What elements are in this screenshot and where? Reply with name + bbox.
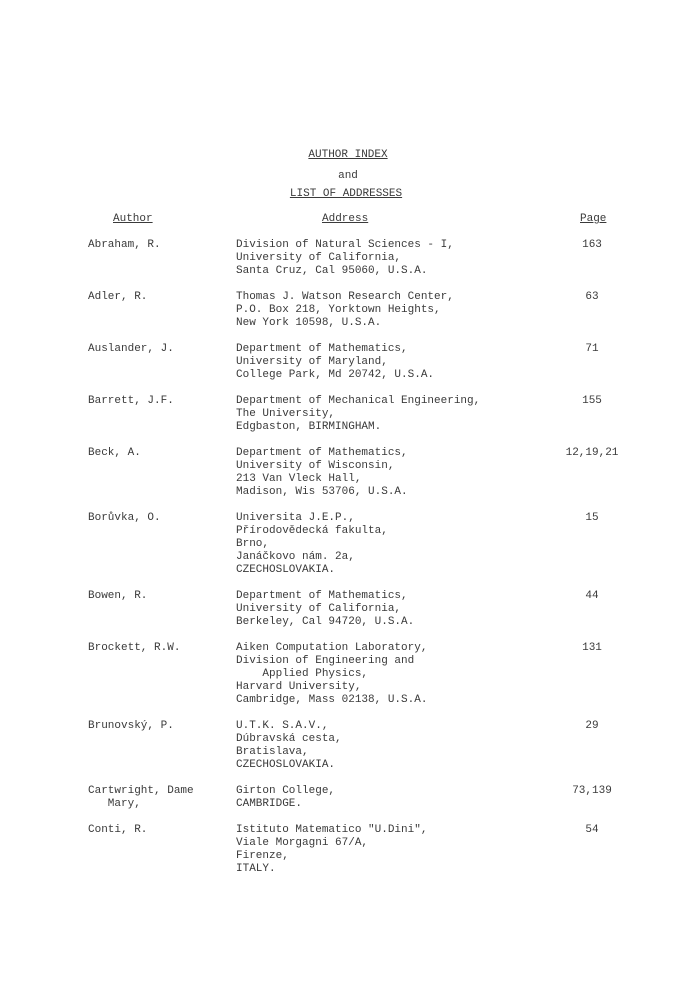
address-line: Aiken Computation Laboratory, [236, 642, 428, 654]
address-line: Department of Mechanical Engineering, [236, 395, 481, 407]
entry-page: 12,19,21 [565, 447, 619, 459]
address-line: University of California, [236, 603, 402, 615]
entry-author: Barrett, J.F. [88, 395, 174, 407]
address-line: Přírodovědecká fakulta, [236, 525, 388, 537]
entry-address [236, 239, 566, 278]
address-line: New York 10598, U.S.A. [236, 317, 382, 329]
entry-address [236, 395, 566, 434]
address-line: Janáčkovo nám. 2a, [236, 551, 355, 563]
entry-page: 54 [585, 824, 599, 836]
entry-page: 131 [582, 642, 602, 654]
address-line: Department of Mathematics, [236, 590, 408, 602]
entry-author: Brunovský, P. [88, 720, 174, 732]
address-line: University of Wisconsin, [236, 460, 395, 472]
address-line: CZECHOSLOVAKIA. [236, 759, 336, 771]
entry-page: 163 [582, 239, 602, 251]
address-line: Division of Natural Sciences - I, [236, 239, 454, 251]
column-header-address: Address [322, 213, 369, 225]
entry-address [236, 447, 566, 499]
entry-author: Abraham, R. [88, 239, 161, 251]
address-line: U.T.K. S.A.V., [236, 720, 329, 732]
address-line: Berkeley, Cal 94720, U.S.A. [236, 616, 415, 628]
entry-page: 15 [585, 512, 599, 524]
entry-address [236, 343, 566, 382]
address-line: Division of Engineering and [236, 655, 415, 667]
address-line: The University, [236, 408, 336, 420]
address-line: 213 Van Vleck Hall, [236, 473, 362, 485]
address-line: CAMBRIDGE. [236, 798, 303, 810]
entry-author: Auslander, J. [88, 343, 174, 355]
address-line: Madison, Wis 53706, U.S.A. [236, 486, 408, 498]
entry-address [236, 785, 566, 811]
page-title: AUTHOR INDEX [308, 149, 388, 161]
title-conjunction: and [338, 170, 358, 182]
address-line: University of Maryland, [236, 356, 388, 368]
address-line: Department of Mathematics, [236, 343, 408, 355]
entry-address [236, 824, 566, 876]
entry-page: 155 [582, 395, 602, 407]
column-header-page: Page [580, 213, 607, 225]
entry-address [236, 642, 566, 707]
address-line: Santa Cruz, Cal 95060, U.S.A. [236, 265, 428, 277]
entry-address [236, 590, 566, 629]
address-line: CZECHOSLOVAKIA. [236, 564, 336, 576]
address-line: Istituto Matematico "U.Dini", [236, 824, 428, 836]
entry-author: Cartwright, Dame Mary, [88, 785, 194, 810]
address-line: Edgbaston, BIRMINGHAM. [236, 421, 382, 433]
address-line: Firenze, [236, 850, 289, 862]
address-line: P.O. Box 218, Yorktown Heights, [236, 304, 441, 316]
address-line: University of California, [236, 252, 402, 264]
entry-address [236, 720, 566, 772]
page-subtitle: LIST OF ADDRESSES [289, 188, 403, 200]
address-line: Girton College, [236, 785, 336, 797]
entry-page: 63 [585, 291, 599, 303]
entry-address [236, 291, 566, 330]
address-line: Bratislava, [236, 746, 309, 758]
entry-address [236, 512, 566, 577]
entry-author: Adler, R. [88, 291, 148, 303]
address-line: Thomas J. Watson Research Center, [236, 291, 454, 303]
address-line: Cambridge, Mass 02138, U.S.A. [236, 694, 428, 706]
entry-page: 71 [585, 343, 599, 355]
address-line: Department of Mathematics, [236, 447, 408, 459]
address-line: Universita J.E.P., [236, 512, 355, 524]
address-line: Dúbravská cesta, [236, 733, 342, 745]
entry-page: 73,139 [572, 785, 612, 797]
entry-author: Beck, A. [88, 447, 141, 459]
entry-page: 29 [585, 720, 599, 732]
address-line: ITALY. [236, 863, 276, 875]
entry-author: Conti, R. [88, 824, 148, 836]
entry-page: 44 [585, 590, 599, 602]
address-line: Harvard University, [236, 681, 362, 693]
address-line: Viale Morgagni 67/A, [236, 837, 369, 849]
entry-author: Borůvka, O. [88, 512, 161, 524]
address-line: Brno, [236, 538, 270, 550]
address-line: Applied Physics, [236, 668, 369, 680]
entry-author: Brockett, R.W. [88, 642, 181, 654]
column-header-author: Author [113, 213, 153, 225]
entry-author: Bowen, R. [88, 590, 148, 602]
address-line: College Park, Md 20742, U.S.A. [236, 369, 435, 381]
